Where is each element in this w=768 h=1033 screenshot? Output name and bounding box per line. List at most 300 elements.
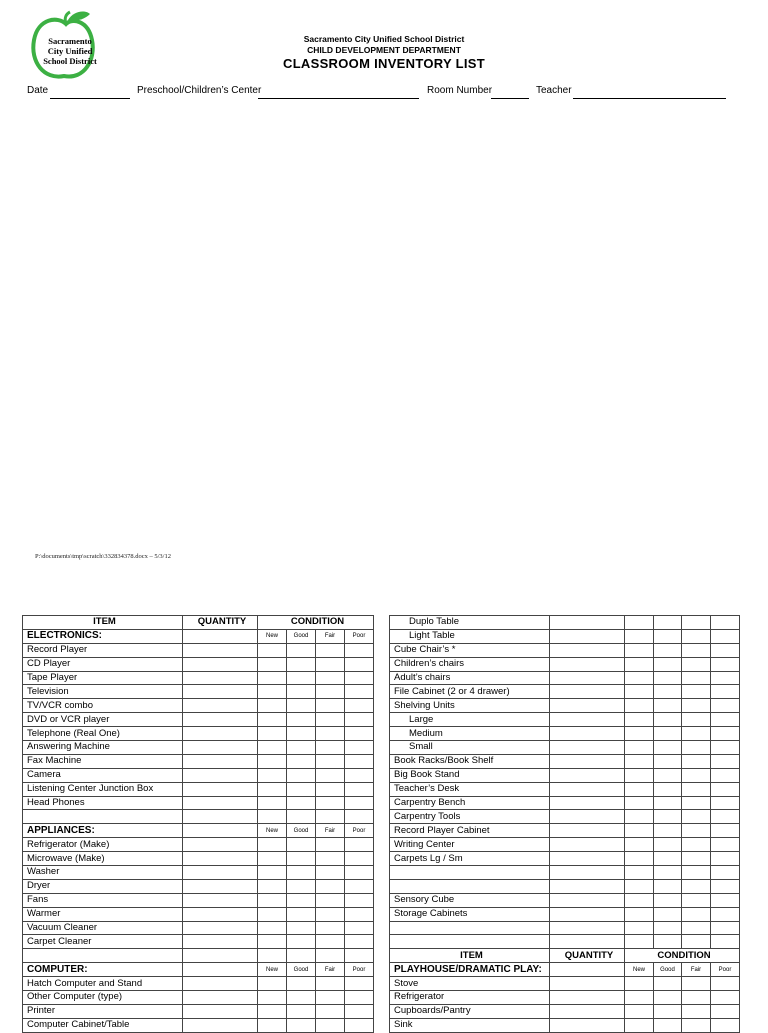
condition-good-cell[interactable] <box>287 768 316 782</box>
table-row <box>390 754 740 768</box>
condition-fair-cell[interactable] <box>682 796 711 810</box>
condition-new-cell[interactable] <box>625 907 654 921</box>
condition-fair-cell[interactable] <box>682 643 711 657</box>
quantity-cell[interactable] <box>183 879 258 893</box>
condition-new-cell[interactable] <box>625 879 654 893</box>
condition-poor-cell[interactable] <box>711 741 740 755</box>
quantity-cell[interactable] <box>550 616 625 630</box>
section-row <box>23 629 374 643</box>
condition-poor-cell[interactable] <box>345 685 374 699</box>
condition-good-cell[interactable] <box>287 713 316 727</box>
condition-fair-cell[interactable] <box>316 838 345 852</box>
right-inventory-table <box>389 615 740 1033</box>
condition-fair-cell[interactable] <box>316 907 345 921</box>
condition-good-cell[interactable] <box>654 727 682 741</box>
condition-fair-cell[interactable] <box>316 796 345 810</box>
condition-poor-cell[interactable] <box>345 879 374 893</box>
condition-new-cell[interactable] <box>625 852 654 866</box>
condition-good-cell[interactable] <box>654 754 682 768</box>
condition-good-cell[interactable] <box>287 657 316 671</box>
condition-new-cell[interactable] <box>258 1004 287 1018</box>
quantity-cell[interactable] <box>550 727 625 741</box>
condition-good-cell[interactable] <box>654 796 682 810</box>
condition-fair-cell[interactable] <box>682 977 711 991</box>
condition-new-cell[interactable] <box>625 1004 654 1018</box>
condition-fair-cell[interactable] <box>316 741 345 755</box>
condition-fair-cell[interactable] <box>682 616 711 630</box>
condition-good-cell[interactable] <box>654 713 682 727</box>
condition-poor-cell[interactable] <box>711 671 740 685</box>
quantity-cell[interactable] <box>183 893 258 907</box>
condition-good-cell[interactable] <box>287 866 316 880</box>
condition-poor-cell[interactable] <box>711 852 740 866</box>
condition-new-cell[interactable] <box>625 629 654 643</box>
condition-fair-cell[interactable] <box>316 782 345 796</box>
condition-fair-cell[interactable] <box>682 754 711 768</box>
quantity-cell[interactable] <box>183 768 258 782</box>
condition-fair-cell[interactable] <box>682 935 711 949</box>
table-row <box>23 796 374 810</box>
condition-poor-cell[interactable] <box>345 907 374 921</box>
quantity-cell[interactable] <box>550 907 625 921</box>
condition-fair-cell[interactable] <box>316 893 345 907</box>
condition-fair-cell[interactable] <box>316 727 345 741</box>
condition-fair-cell[interactable] <box>682 629 711 643</box>
condition-poor-cell[interactable] <box>345 699 374 713</box>
condition-good-cell[interactable] <box>287 838 316 852</box>
condition-good-cell[interactable] <box>287 699 316 713</box>
condition-fair-cell[interactable] <box>682 852 711 866</box>
condition-new-cell[interactable] <box>258 852 287 866</box>
condition-fair-cell[interactable] <box>316 852 345 866</box>
condition-fair-cell[interactable] <box>682 727 711 741</box>
condition-new-label: New <box>258 963 287 977</box>
condition-poor-cell[interactable] <box>345 1018 374 1032</box>
condition-poor-cell[interactable] <box>711 866 740 880</box>
condition-poor-cell[interactable] <box>711 727 740 741</box>
condition-new-cell[interactable] <box>625 754 654 768</box>
condition-poor-cell[interactable] <box>711 810 740 824</box>
condition-good-cell[interactable] <box>654 838 682 852</box>
condition-poor-cell[interactable] <box>345 893 374 907</box>
condition-good-cell[interactable] <box>654 810 682 824</box>
condition-fair-cell[interactable] <box>682 921 711 935</box>
condition-fair-cell[interactable] <box>316 810 345 824</box>
table-row <box>390 879 740 893</box>
condition-fair-cell[interactable] <box>316 713 345 727</box>
quantity-cell[interactable] <box>183 977 258 991</box>
quantity-cell[interactable] <box>183 907 258 921</box>
condition-good-cell[interactable] <box>654 782 682 796</box>
condition-good-cell[interactable] <box>654 616 682 630</box>
condition-poor-cell[interactable] <box>345 1004 374 1018</box>
condition-new-cell[interactable] <box>258 810 287 824</box>
condition-good-cell[interactable] <box>287 810 316 824</box>
condition-poor-cell[interactable] <box>345 949 374 963</box>
quantity-cell[interactable] <box>183 741 258 755</box>
condition-fair-cell[interactable] <box>682 1004 711 1018</box>
condition-good-cell[interactable] <box>287 935 316 949</box>
condition-fair-cell[interactable] <box>316 879 345 893</box>
condition-fair-cell[interactable] <box>682 879 711 893</box>
condition-good-cell[interactable] <box>287 754 316 768</box>
condition-fair-cell[interactable] <box>682 671 711 685</box>
quantity-cell[interactable] <box>183 727 258 741</box>
condition-poor-cell[interactable] <box>711 838 740 852</box>
quantity-cell[interactable] <box>183 838 258 852</box>
condition-poor-cell[interactable] <box>711 796 740 810</box>
quantity-cell[interactable] <box>550 838 625 852</box>
condition-poor-cell[interactable] <box>711 1018 740 1032</box>
condition-poor-cell[interactable] <box>345 977 374 991</box>
condition-good-cell[interactable] <box>287 949 316 963</box>
quantity-cell[interactable] <box>183 782 258 796</box>
quantity-cell[interactable] <box>183 1004 258 1018</box>
condition-good-cell[interactable] <box>287 741 316 755</box>
condition-new-cell[interactable] <box>625 782 654 796</box>
quantity-cell[interactable] <box>550 657 625 671</box>
condition-fair-cell[interactable] <box>682 991 711 1005</box>
condition-poor-label: Poor <box>711 963 740 977</box>
condition-new-label: New <box>258 824 287 838</box>
quantity-cell[interactable] <box>550 754 625 768</box>
condition-good-cell[interactable] <box>287 643 316 657</box>
condition-poor-cell[interactable] <box>711 713 740 727</box>
quantity-cell[interactable] <box>550 782 625 796</box>
condition-poor-cell[interactable] <box>711 768 740 782</box>
room-field[interactable] <box>491 98 529 99</box>
condition-new-cell[interactable] <box>625 796 654 810</box>
condition-new-cell[interactable] <box>625 768 654 782</box>
condition-poor-cell[interactable] <box>711 685 740 699</box>
condition-poor-cell[interactable] <box>345 991 374 1005</box>
quantity-cell[interactable] <box>550 935 625 949</box>
quantity-cell[interactable] <box>183 1018 258 1032</box>
quantity-cell[interactable] <box>550 1018 625 1032</box>
condition-poor-cell[interactable] <box>345 727 374 741</box>
condition-fair-cell[interactable] <box>682 768 711 782</box>
condition-fair-cell[interactable] <box>316 768 345 782</box>
condition-good-cell[interactable] <box>654 699 682 713</box>
condition-fair-cell[interactable] <box>682 838 711 852</box>
condition-good-cell[interactable] <box>654 893 682 907</box>
condition-good-cell[interactable] <box>654 866 682 880</box>
quantity-cell[interactable] <box>550 685 625 699</box>
quantity-cell[interactable] <box>550 741 625 755</box>
item-name: Writing Center <box>390 838 550 852</box>
condition-poor-cell[interactable] <box>345 713 374 727</box>
item-name: Book Racks/Book Shelf <box>390 754 550 768</box>
condition-new-cell[interactable] <box>258 977 287 991</box>
quantity-cell[interactable] <box>183 866 258 880</box>
quantity-cell[interactable] <box>183 754 258 768</box>
table-row <box>390 866 740 880</box>
condition-new-cell[interactable] <box>625 713 654 727</box>
condition-new-cell[interactable] <box>258 643 287 657</box>
quantity-cell[interactable] <box>550 963 625 977</box>
item-name: Carpentry Bench <box>390 796 550 810</box>
condition-fair-cell[interactable] <box>316 1004 345 1018</box>
condition-fair-cell[interactable] <box>316 866 345 880</box>
condition-poor-cell[interactable] <box>711 921 740 935</box>
condition-new-cell[interactable] <box>258 782 287 796</box>
condition-fair-cell[interactable] <box>316 699 345 713</box>
condition-new-cell[interactable] <box>258 1018 287 1032</box>
item-name: TV/VCR combo <box>23 699 183 713</box>
condition-new-cell[interactable] <box>625 699 654 713</box>
quantity-cell[interactable] <box>183 963 258 977</box>
condition-fair-cell[interactable] <box>316 643 345 657</box>
condition-good-cell[interactable] <box>287 782 316 796</box>
quantity-cell[interactable] <box>550 991 625 1005</box>
item-name: Stove <box>390 977 550 991</box>
condition-new-cell[interactable] <box>258 713 287 727</box>
condition-poor-cell[interactable] <box>711 616 740 630</box>
condition-new-cell[interactable] <box>625 866 654 880</box>
condition-new-cell[interactable] <box>258 657 287 671</box>
condition-good-cell[interactable] <box>287 893 316 907</box>
condition-new-cell[interactable] <box>625 1018 654 1032</box>
quantity-cell[interactable] <box>183 824 258 838</box>
condition-good-label: Good <box>287 963 316 977</box>
condition-poor-cell[interactable] <box>711 782 740 796</box>
condition-poor-cell[interactable] <box>345 741 374 755</box>
condition-fair-cell[interactable] <box>682 699 711 713</box>
quantity-cell[interactable] <box>183 671 258 685</box>
condition-new-cell[interactable] <box>258 949 287 963</box>
condition-poor-cell[interactable] <box>345 643 374 657</box>
condition-new-cell[interactable] <box>625 741 654 755</box>
condition-new-cell[interactable] <box>258 866 287 880</box>
table-row <box>390 893 740 907</box>
condition-good-cell[interactable] <box>287 796 316 810</box>
condition-poor-cell[interactable] <box>711 991 740 1005</box>
quantity-cell[interactable] <box>550 879 625 893</box>
quantity-cell[interactable] <box>550 810 625 824</box>
condition-poor-cell[interactable] <box>711 657 740 671</box>
condition-new-cell[interactable] <box>258 921 287 935</box>
condition-poor-cell[interactable] <box>345 768 374 782</box>
condition-fair-cell[interactable] <box>316 991 345 1005</box>
condition-fair-cell[interactable] <box>682 713 711 727</box>
condition-good-cell[interactable] <box>654 921 682 935</box>
quantity-cell[interactable] <box>183 852 258 866</box>
item-name: Washer <box>23 866 183 880</box>
condition-good-cell[interactable] <box>654 879 682 893</box>
condition-poor-cell[interactable] <box>345 810 374 824</box>
condition-good-cell[interactable] <box>287 671 316 685</box>
quantity-cell[interactable] <box>183 949 258 963</box>
condition-fair-cell[interactable] <box>682 782 711 796</box>
condition-new-cell[interactable] <box>625 838 654 852</box>
condition-new-cell[interactable] <box>625 824 654 838</box>
condition-poor-cell[interactable] <box>711 907 740 921</box>
condition-new-cell[interactable] <box>258 685 287 699</box>
condition-good-cell[interactable] <box>287 907 316 921</box>
condition-new-cell[interactable] <box>258 991 287 1005</box>
condition-new-cell[interactable] <box>258 727 287 741</box>
condition-good-cell[interactable] <box>654 741 682 755</box>
condition-fair-cell[interactable] <box>682 1018 711 1032</box>
district-name: Sacramento City Unified School District <box>303 34 465 44</box>
condition-poor-cell[interactable] <box>345 935 374 949</box>
quantity-cell[interactable] <box>183 685 258 699</box>
quantity-cell[interactable] <box>183 935 258 949</box>
condition-good-cell[interactable] <box>287 1004 316 1018</box>
condition-poor-cell[interactable] <box>711 1004 740 1018</box>
condition-good-cell[interactable] <box>654 935 682 949</box>
condition-fair-cell[interactable] <box>682 824 711 838</box>
condition-good-cell[interactable] <box>287 879 316 893</box>
condition-fair-cell[interactable] <box>316 977 345 991</box>
condition-good-cell[interactable] <box>654 643 682 657</box>
condition-poor-cell[interactable] <box>711 754 740 768</box>
condition-good-cell[interactable] <box>654 824 682 838</box>
date-field[interactable] <box>50 98 130 99</box>
condition-fair-cell[interactable] <box>682 893 711 907</box>
condition-poor-cell[interactable] <box>345 796 374 810</box>
condition-good-cell[interactable] <box>287 727 316 741</box>
condition-new-cell[interactable] <box>625 935 654 949</box>
condition-good-cell[interactable] <box>287 1018 316 1032</box>
condition-poor-cell[interactable] <box>345 671 374 685</box>
condition-poor-cell[interactable] <box>345 754 374 768</box>
condition-new-cell[interactable] <box>258 671 287 685</box>
condition-fair-cell[interactable] <box>682 907 711 921</box>
condition-poor-cell[interactable] <box>345 921 374 935</box>
quantity-cell[interactable] <box>183 713 258 727</box>
quantity-cell[interactable] <box>550 893 625 907</box>
condition-new-cell[interactable] <box>258 699 287 713</box>
condition-fair-cell[interactable] <box>682 810 711 824</box>
quantity-cell[interactable] <box>550 824 625 838</box>
quantity-cell[interactable] <box>550 866 625 880</box>
condition-new-cell[interactable] <box>258 741 287 755</box>
condition-fair-cell[interactable] <box>316 949 345 963</box>
condition-poor-cell[interactable] <box>345 852 374 866</box>
quantity-cell[interactable] <box>183 921 258 935</box>
table-header-row <box>390 949 740 963</box>
condition-fair-cell[interactable] <box>316 754 345 768</box>
condition-good-cell[interactable] <box>654 671 682 685</box>
condition-new-cell[interactable] <box>258 768 287 782</box>
quantity-cell[interactable] <box>183 657 258 671</box>
condition-fair-cell[interactable] <box>316 935 345 949</box>
condition-poor-cell[interactable] <box>345 657 374 671</box>
quantity-cell[interactable] <box>550 699 625 713</box>
condition-good-cell[interactable] <box>654 1018 682 1032</box>
condition-good-cell[interactable] <box>287 991 316 1005</box>
condition-new-cell[interactable] <box>625 893 654 907</box>
condition-new-cell[interactable] <box>625 671 654 685</box>
condition-new-cell[interactable] <box>625 977 654 991</box>
quantity-cell[interactable] <box>183 810 258 824</box>
condition-new-cell[interactable] <box>258 935 287 949</box>
condition-good-cell[interactable] <box>654 657 682 671</box>
condition-poor-cell[interactable] <box>711 977 740 991</box>
condition-good-cell[interactable] <box>654 685 682 699</box>
condition-good-cell[interactable] <box>287 685 316 699</box>
table-row <box>23 782 374 796</box>
condition-poor-cell[interactable] <box>711 699 740 713</box>
condition-new-cell[interactable] <box>258 893 287 907</box>
condition-new-cell[interactable] <box>258 754 287 768</box>
quantity-cell[interactable] <box>183 991 258 1005</box>
condition-fair-cell[interactable] <box>316 685 345 699</box>
quantity-cell[interactable] <box>183 796 258 810</box>
table-row <box>390 977 740 991</box>
quantity-cell[interactable] <box>183 629 258 643</box>
condition-new-cell[interactable] <box>625 810 654 824</box>
item-name: Fax Machine <box>23 754 183 768</box>
center-field[interactable] <box>258 98 419 99</box>
condition-fair-cell[interactable] <box>316 657 345 671</box>
condition-new-cell[interactable] <box>625 616 654 630</box>
condition-good-cell[interactable] <box>654 1004 682 1018</box>
condition-fair-cell[interactable] <box>316 1018 345 1032</box>
condition-good-cell[interactable] <box>287 852 316 866</box>
condition-new-cell[interactable] <box>258 796 287 810</box>
condition-new-cell[interactable] <box>625 991 654 1005</box>
condition-fair-cell[interactable] <box>682 657 711 671</box>
condition-poor-cell[interactable] <box>711 879 740 893</box>
condition-good-cell[interactable] <box>654 629 682 643</box>
condition-poor-cell[interactable] <box>711 629 740 643</box>
condition-fair-cell[interactable] <box>682 741 711 755</box>
quantity-cell[interactable] <box>550 921 625 935</box>
condition-poor-cell[interactable] <box>711 893 740 907</box>
condition-new-cell[interactable] <box>625 921 654 935</box>
condition-fair-cell[interactable] <box>682 685 711 699</box>
condition-good-cell[interactable] <box>654 907 682 921</box>
quantity-cell[interactable] <box>183 643 258 657</box>
condition-new-cell[interactable] <box>258 838 287 852</box>
quantity-cell[interactable] <box>550 643 625 657</box>
quantity-cell[interactable] <box>550 713 625 727</box>
condition-good-cell[interactable] <box>654 977 682 991</box>
quantity-cell[interactable] <box>550 629 625 643</box>
teacher-field[interactable] <box>573 98 726 99</box>
condition-poor-cell[interactable] <box>711 824 740 838</box>
quantity-cell[interactable] <box>183 699 258 713</box>
condition-fair-cell[interactable] <box>316 671 345 685</box>
quantity-cell[interactable] <box>550 768 625 782</box>
condition-new-cell[interactable] <box>625 727 654 741</box>
condition-new-cell[interactable] <box>258 879 287 893</box>
condition-fair-cell[interactable] <box>682 866 711 880</box>
condition-good-cell[interactable] <box>654 768 682 782</box>
condition-new-cell[interactable] <box>258 907 287 921</box>
condition-new-cell[interactable] <box>625 685 654 699</box>
condition-poor-cell[interactable] <box>345 782 374 796</box>
condition-poor-cell[interactable] <box>711 935 740 949</box>
condition-new-cell[interactable] <box>625 643 654 657</box>
condition-good-cell[interactable] <box>287 921 316 935</box>
quantity-cell[interactable] <box>550 1004 625 1018</box>
quantity-cell[interactable] <box>550 796 625 810</box>
condition-good-cell[interactable] <box>287 977 316 991</box>
condition-good-cell[interactable] <box>654 991 682 1005</box>
quantity-cell[interactable] <box>550 977 625 991</box>
condition-good-cell[interactable] <box>654 852 682 866</box>
condition-fair-cell[interactable] <box>316 921 345 935</box>
quantity-cell[interactable] <box>550 852 625 866</box>
condition-poor-cell[interactable] <box>345 866 374 880</box>
condition-poor-cell[interactable] <box>345 838 374 852</box>
condition-poor-cell[interactable] <box>711 643 740 657</box>
condition-new-cell[interactable] <box>625 657 654 671</box>
quantity-cell[interactable] <box>550 671 625 685</box>
